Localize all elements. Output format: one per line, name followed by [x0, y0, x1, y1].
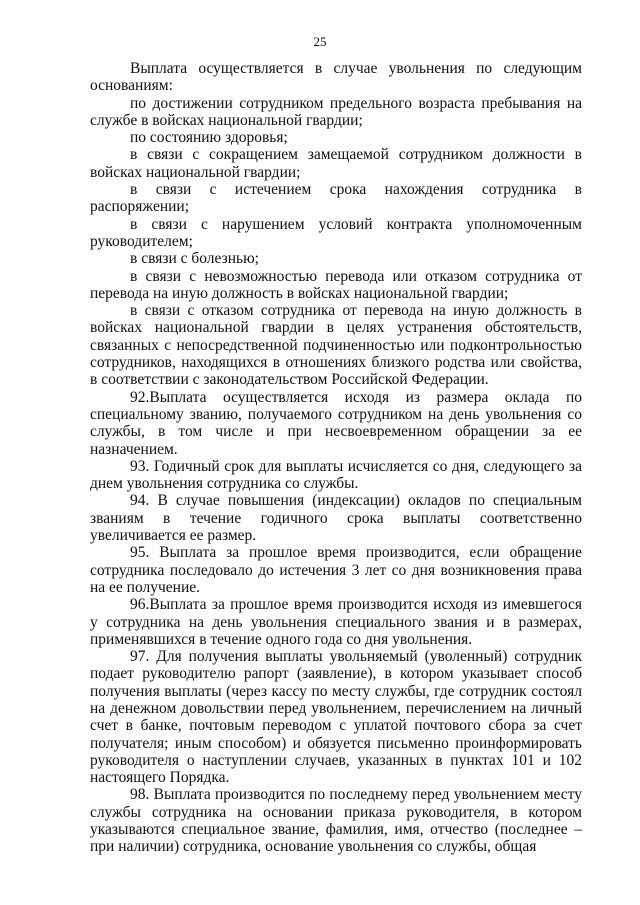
paragraph: в связи с болезнью; [130, 250, 259, 268]
paragraph: по достижении сотрудником предельного возраста пребывания на службе в войсках национальной гвардии; [90, 94, 582, 129]
paragraph: 92.Выплата осуществляется исходя из размера оклада по специальному званию, получаемого сотрудником на день увольнения со службы, в том числе и при несвоевременном обращении за ее назначением. [90, 388, 582, 458]
paragraph: по состоянию здоровья; [130, 129, 288, 147]
paragraph: 93. Годичный срок для выплаты исчисляется со дня, следующего за днем увольнения сотрудника со службы. [90, 457, 582, 493]
paragraph: Выплата осуществляется в случае увольнения по следующим основаниям: [90, 60, 582, 95]
paragraph: 96.Выплата за прошлое время производится исходя из имевшегося у сотрудника на день увольнения специального звания и в размерах, применявшихся в течение одного года со дня увольнения. [90, 596, 582, 648]
paragraph: 95. Выплата за прошлое время производится, если обращение сотрудника последовало до истечения 3 лет со дня возникновения права на ее получение. [90, 544, 582, 596]
paragraph: в связи с невозможностью перевода или отказом сотрудника от перевода на иную должность в войсках национальной гвардии; [90, 267, 582, 302]
paragraph: 97. Для получения выплаты увольняемый (уволенный) сотрудник подает руководителю рапорт (заявление), в котором указывает способ получения выплаты (через кассу по месту службы, где сотрудник состоял на денежном довольствии перед увольнением, перечислением на личный счет в банке, почтовым переводом с уплатой почтового сбора за счет получателя; иным способом) и обязуется письменно проинформировать руководителя о наступлении случаев, указанных в пунктах 101 и 102 настоящего Порядка. [90, 648, 582, 787]
paragraph: 98. Выплата производится по последнему перед увольнением месту службы сотрудника на основании приказа руководителя, в котором указываются специальное звание, фамилия, имя, отчество (последнее – при наличии) сотрудника, основание увольнения со службы, общая [90, 786, 582, 856]
page-number: 25 [313, 34, 327, 49]
paragraph: в связи с отказом сотрудника от перевода на иную должность в войсках национальной гвардии в целях устранения обстоятельств, связанных с непосредственной подчиненностью или подконтрольностью сотрудников, находящихся в отношениях близкого родства или свойства, в соответствии с законодательством Российской Федерации. [90, 302, 582, 389]
document-body [90, 60, 582, 856]
paragraph: в связи с истечением срока нахождения сотрудника в распоряжении; [90, 181, 582, 216]
paragraph: 94. В случае повышения (индексации) окладов по специальным званиям в течение годичного срока выплаты соответственно увеличивается ее размер. [90, 492, 582, 545]
paragraph: в связи с нарушением условий контракта уполномоченным руководителем; [90, 215, 582, 250]
paragraph: в связи с сокращением замещаемой сотрудником должности в войсках национальной гвардии; [90, 146, 582, 181]
